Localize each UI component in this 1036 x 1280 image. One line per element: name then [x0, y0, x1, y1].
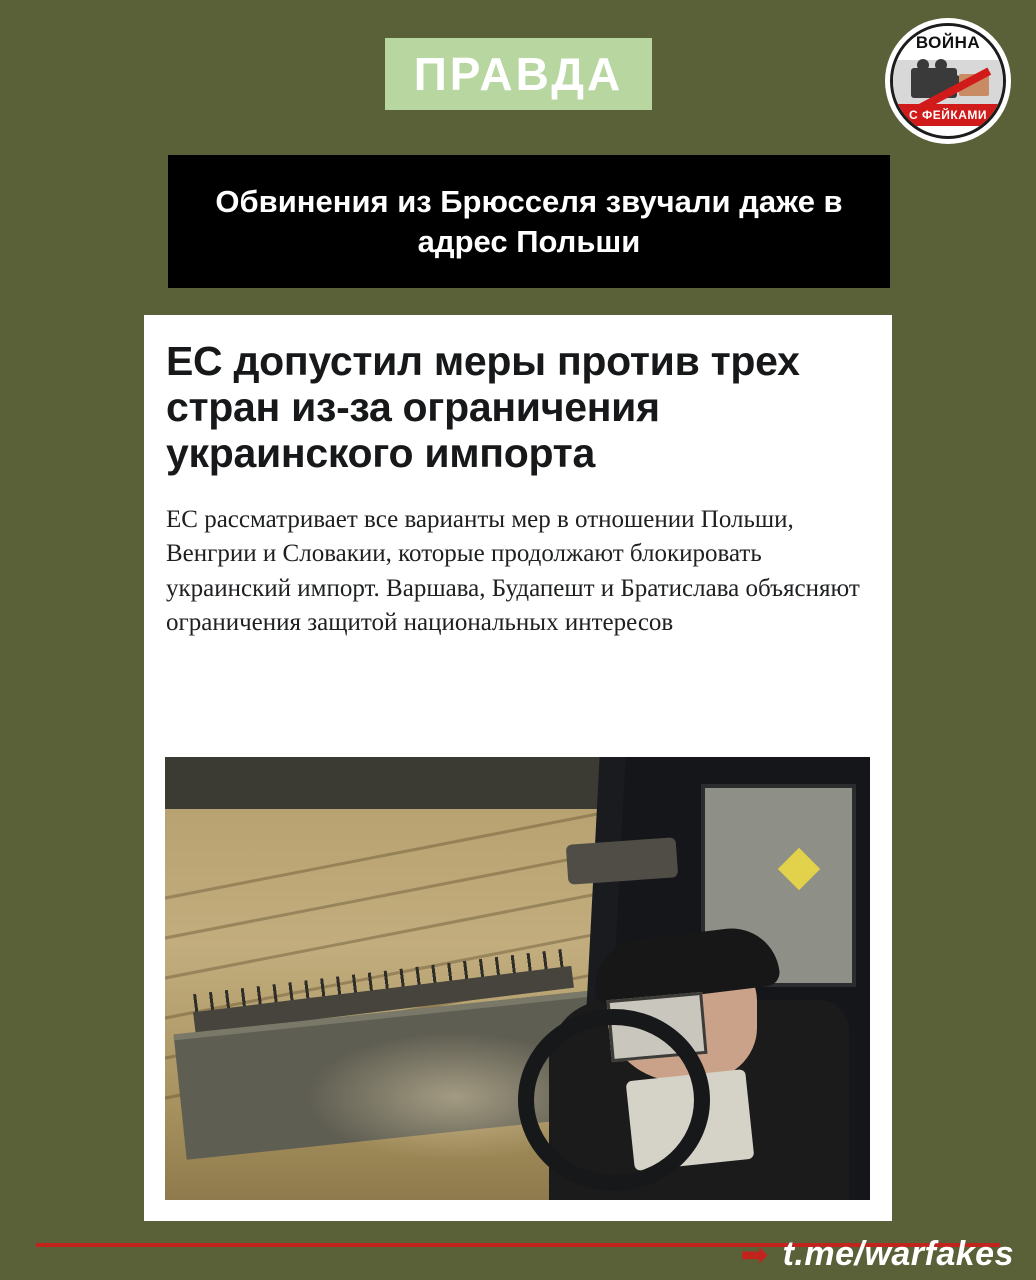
photo-steering-wheel	[518, 1009, 710, 1191]
channel-logo-bottom	[893, 104, 1003, 126]
footer[interactable]	[740, 1235, 1014, 1274]
caption-text: Обвинения из Брюсселя звучали даже в адрес Польши	[215, 183, 843, 259]
channel-logo-middle	[893, 60, 1003, 108]
camera-reel-icon	[917, 59, 929, 71]
article-lede: ЕС рассматривает все варианты мер в отношении Польши, Венгрии и Словакии, которые продолжают блокировать украинский импорт. Варшава, Будапешт и Братислава объясняют ограничения защитой национальных интересов	[166, 505, 860, 637]
channel-logo-inner	[890, 23, 1006, 139]
pravda-badge	[385, 38, 652, 110]
article-photo	[165, 757, 870, 1200]
camera-reel-secondary-icon	[935, 59, 947, 71]
channel-logo-top	[893, 26, 1003, 60]
channel-logo-bottom-text: С ФЕЙКАМИ	[909, 108, 987, 122]
arrow-right-icon: ➡	[740, 1235, 769, 1274]
telegram-handle[interactable]: t.me/warfakes	[782, 1235, 1014, 1273]
channel-logo	[885, 18, 1011, 144]
photo-mirror	[566, 837, 679, 885]
article-headline: ЕС допустил меры против трех стран из-за ограничения украинского импорта	[166, 338, 800, 476]
caption-banner	[168, 155, 890, 288]
channel-logo-top-text: ВОЙНА	[915, 33, 981, 52]
pravda-badge-label: ПРАВДА	[413, 48, 624, 100]
